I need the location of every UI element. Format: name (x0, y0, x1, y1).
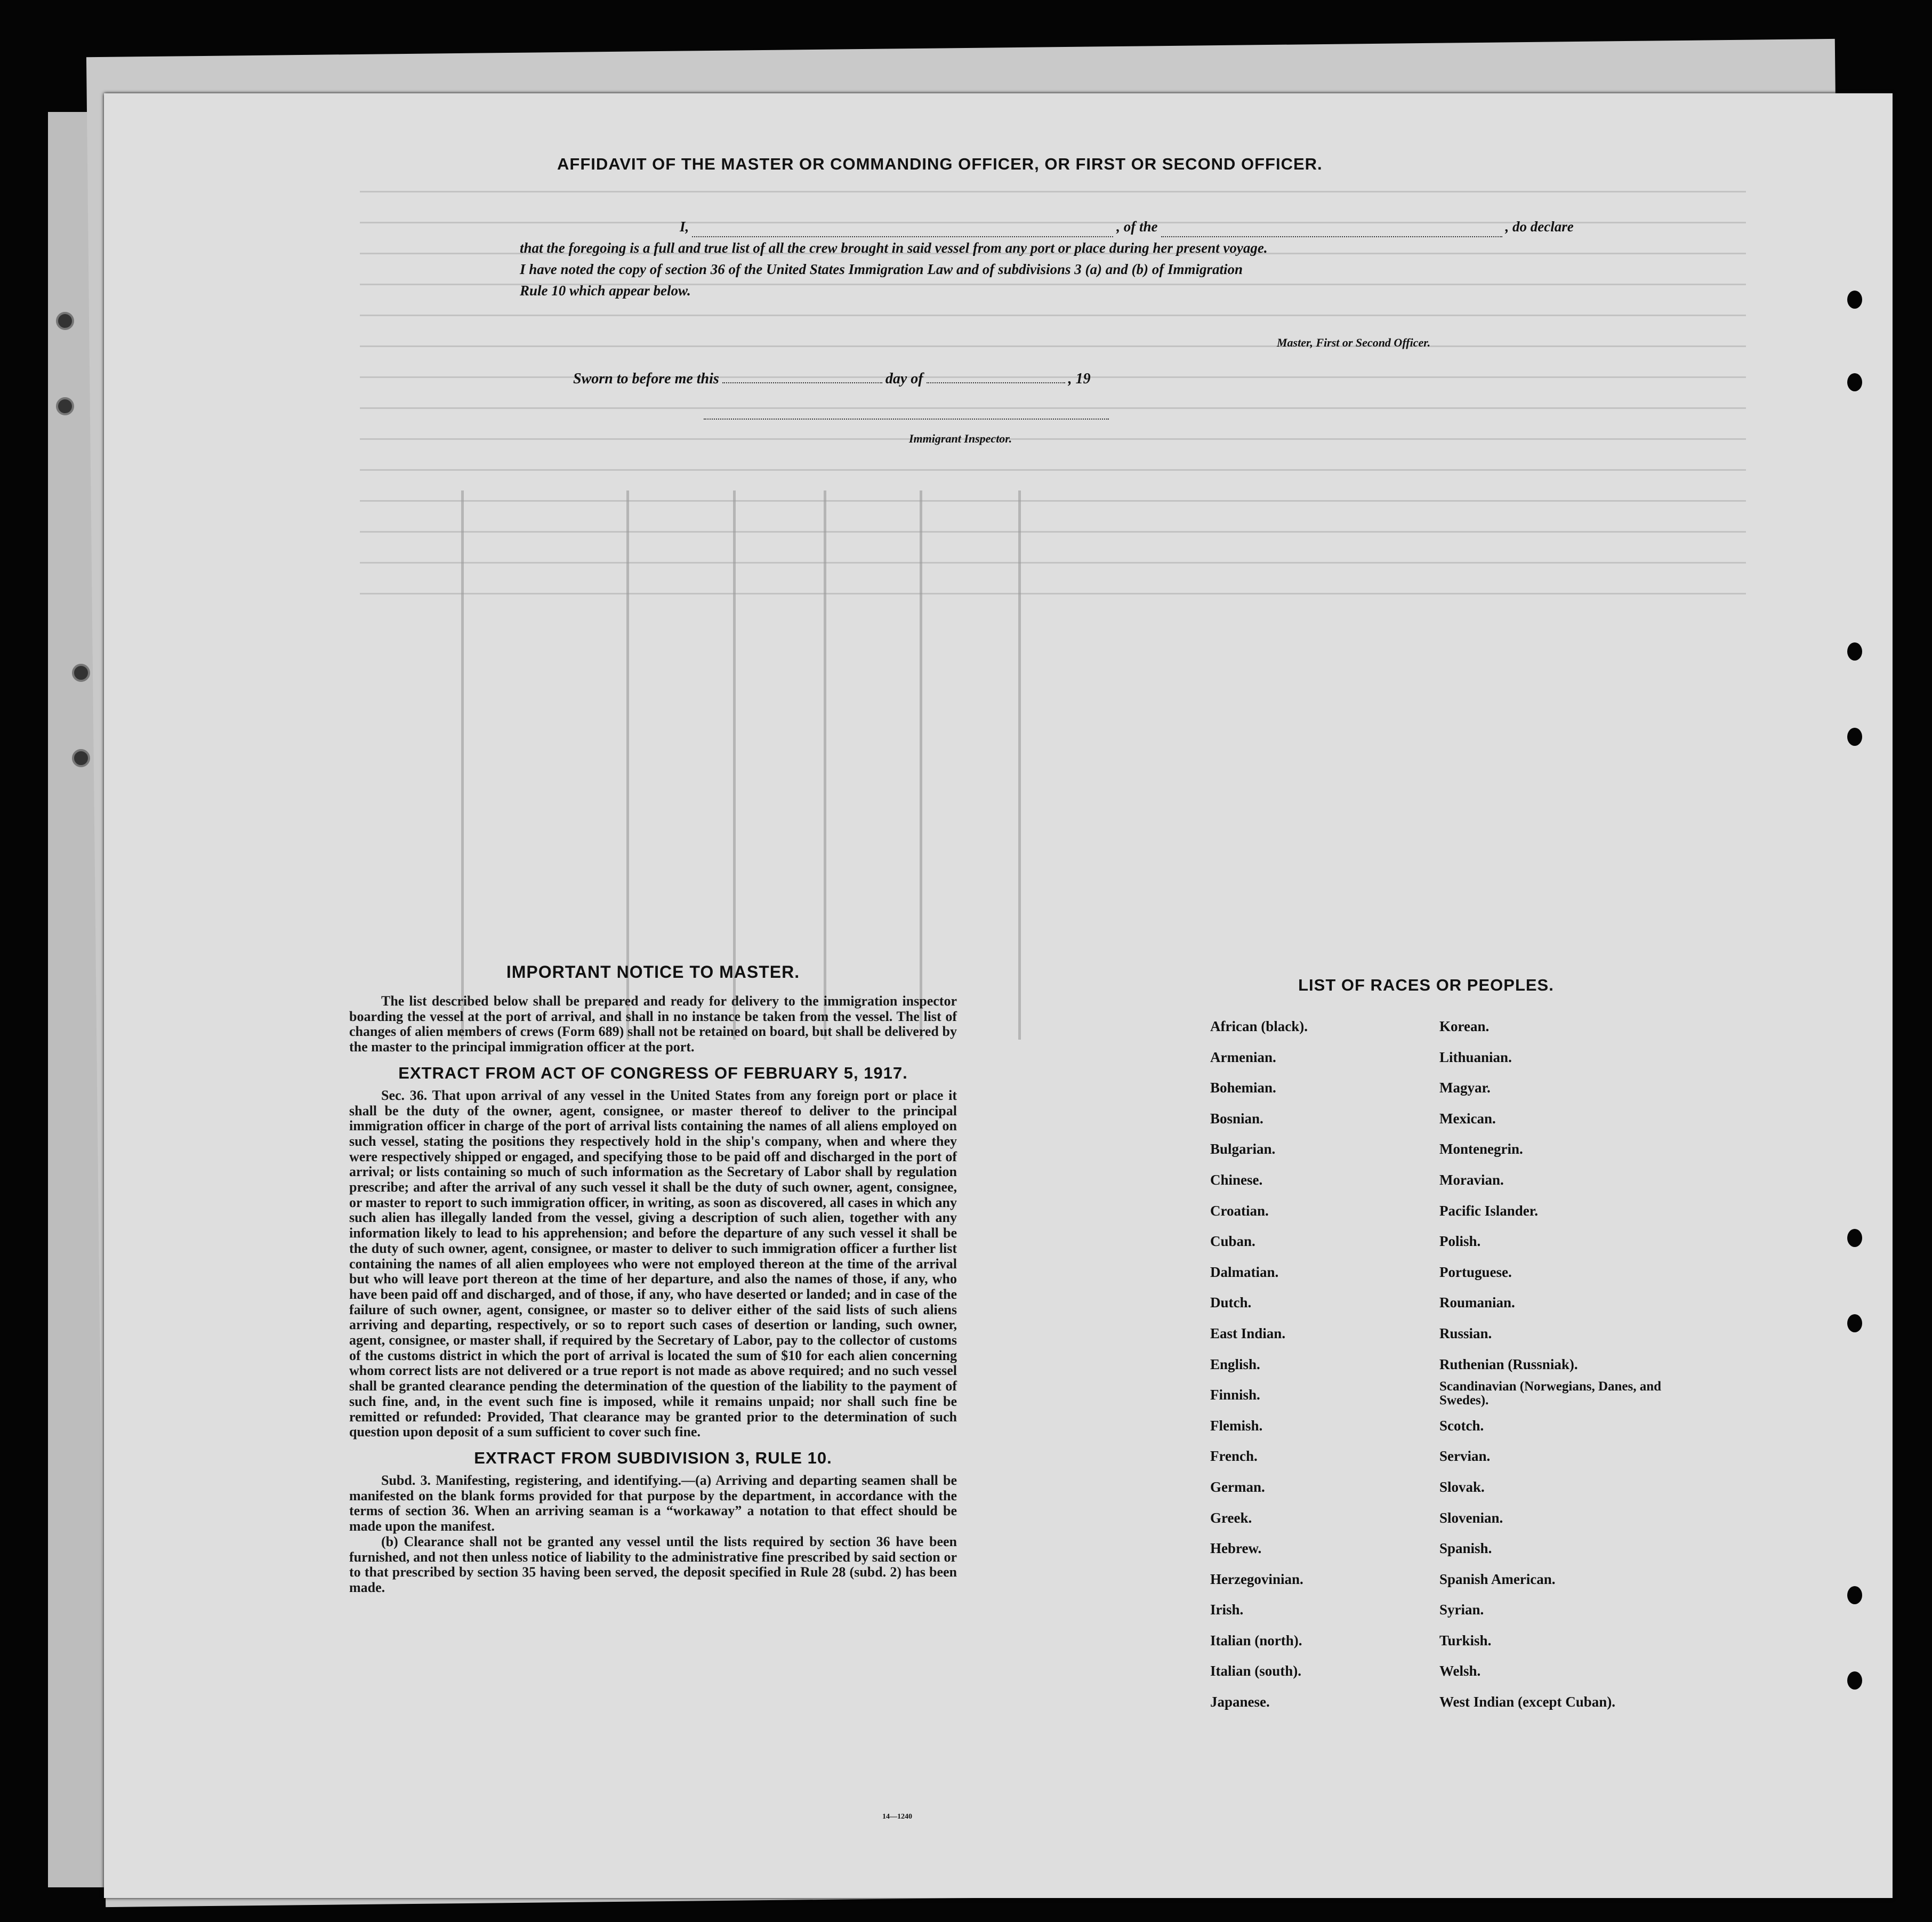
race-item: Dutch. (1210, 1294, 1252, 1311)
race-item: Montenegrin. (1439, 1141, 1523, 1157)
affidavit-line-3: I have noted the copy of section 36 of the United States Immigration Law and of subdivisions 3 (a) and (b) of Immigration (520, 261, 1243, 277)
ghost-column-line (1018, 490, 1021, 1040)
extract-rule-text-b: (b) Clearance shall not be granted any vessel until the lists required by section 36 have been furnished, and not then unless notice of liability to the administrative fine prescribed by said section or to that prescribed by section 35 having been served, the deposit specified in Rule 28 (subd. 2) has been made. (349, 1533, 957, 1595)
race-item: Armenian. (1210, 1049, 1276, 1065)
extract-rule-text-a: Subd. 3. Manifesting, registering, and identifying.—(a) Arriving and departing seamen shall be manifested on the blank forms provided for that purpose by the department, in accordance with the terms of section 36. When an arriving seaman is a “workaway” a notation to that effect should be made upon the manifest. (349, 1472, 957, 1534)
race-item: Korean. (1439, 1018, 1490, 1034)
race-item: Welsh. (1439, 1663, 1481, 1679)
ghost-column-line (733, 490, 736, 1040)
punch-hole (1847, 1586, 1862, 1604)
binder-ring (56, 397, 74, 415)
affidavit-line-2: that the foregoing is a full and true list of all the crew brought in said vessel from any port or place during her present voyage. (520, 240, 1268, 256)
race-item: Slovak. (1439, 1478, 1485, 1495)
race-item: Portuguese. (1439, 1264, 1512, 1280)
signature-label: Master, First or Second Officer. (1277, 336, 1431, 349)
race-item: African (black). (1210, 1018, 1308, 1034)
race-item: Bosnian. (1210, 1110, 1263, 1127)
race-item: Bulgarian. (1210, 1141, 1276, 1157)
punch-hole (1847, 642, 1862, 661)
race-item: Herzegovinian. (1210, 1571, 1303, 1587)
race-item: Scotch. (1439, 1417, 1484, 1434)
race-item: Spanish. (1439, 1540, 1492, 1557)
notice-column (349, 962, 957, 1596)
race-item: Bohemian. (1210, 1080, 1276, 1096)
inspector-label: Immigrant Inspector. (909, 432, 1012, 445)
race-item: Roumanian. (1439, 1294, 1515, 1311)
race-item: Italian (south). (1210, 1663, 1302, 1679)
affidavit-intro-i: I, (680, 219, 689, 235)
affidavit-body (520, 216, 1618, 301)
affidavit-line-4: Rule 10 which appear below. (520, 283, 691, 299)
day-of-text: day of (885, 371, 923, 387)
extract-act-title: EXTRACT FROM ACT OF CONGRESS OF FEBRUARY 5, 1917. (398, 1063, 908, 1082)
punch-hole (1847, 373, 1862, 391)
race-item: Turkish. (1439, 1632, 1492, 1648)
affidavit-line-1 (520, 216, 1618, 237)
ghost-column-line (824, 490, 826, 1040)
affidavit-title: AFFIDAVIT OF THE MASTER OR COMMANDING OFFICER, OR FIRST OR SECOND OFFICER. (557, 155, 1323, 173)
ghost-column-line (626, 490, 629, 1040)
race-item: Chinese. (1210, 1171, 1263, 1188)
extract-rule-title: EXTRACT FROM SUBDIVISION 3, RULE 10. (474, 1448, 832, 1467)
race-item: Ruthenian (Russniak). (1439, 1356, 1578, 1372)
race-item: Croatian. (1210, 1202, 1269, 1219)
race-item: Cuban. (1210, 1233, 1255, 1250)
sworn-text: Sworn to before me this (573, 371, 719, 387)
race-item: Slovenian. (1439, 1509, 1503, 1526)
race-item: French. (1210, 1448, 1258, 1465)
binder-ring (72, 664, 90, 682)
extract-act-text: Sec. 36. That upon arrival of any vessel in the United States from any foreign port or place it shall be the duty of the owner, agent, consignee, or master thereof to deliver to the principal immigration officer in charge of the port of arrival lists containing the names of all aliens employed on such vessel, stating the positions they respectively hold in the ship's company, when and where they were respectively shipped or engaged, and specifying those to be paid off and discharged in the port of arrival; or lists containing so much of such information as the Secretary of Labor shall by regulation prescribe; and after the arrival of any such vessel it shall be the duty of such owner, agent, consignee, or master to report to such immigration officer, in writing, as soon as discovered, all cases in which any such alien has illegally landed from the vessel, giving a description of such alien, together with any information likely to lead to his apprehension; and before the departure of any such vessel it shall be the duty of such owner, agent, consignee, or master to deliver to such immigration officer a further list containing the names of all alien employees who were not employed thereon at the time of the arrival but who will leave port thereon at the time of her departure, and also the names of those, if any, who have been paid off and discharged, and of those, if any, who have deserted or landed; and in case of the failure of such owner, agent, consignee, or master so to deliver either of the said lists of such aliens arriving and departing, respectively, or so to report such cases of desertion or landing, such owner, agent, consignee, or master shall, if required by the Secretary of Labor, pay to the collector of customs of the customs district in which the port of arrival is located the sum of $10 for each alien concerning whom correct lists are not delivered or a true report is not made as above required; and no such vessel shall be granted clearance pending the determination of the question of the liability to the payment of such fine, and, in the event such fine is imposed, while it remains unpaid; nor shall such fine be remitted or refunded: Provided, That clearance may be granted prior to the determination of such question upon deposit of a sum sufficient to cover such fine. (349, 1087, 957, 1440)
race-item: Flemish. (1210, 1417, 1263, 1434)
race-item: Finnish. (1210, 1387, 1260, 1403)
race-item: Greek. (1210, 1509, 1252, 1526)
punch-hole (1847, 1229, 1862, 1247)
notice-title: IMPORTANT NOTICE TO MASTER. (506, 962, 800, 982)
ghost-column-line (461, 490, 464, 1040)
punch-hole (1847, 1314, 1862, 1332)
master-name-field[interactable] (692, 216, 1113, 237)
affidavit-of-the: , of the (1116, 219, 1158, 235)
binder-ring (56, 312, 74, 330)
race-item: Irish. (1210, 1602, 1244, 1618)
race-item: Moravian. (1439, 1171, 1504, 1188)
race-item: Russian. (1439, 1325, 1492, 1341)
race-item: East Indian. (1210, 1325, 1286, 1341)
race-item: Syrian. (1439, 1602, 1484, 1618)
notice-text: The list described below shall be prepared and ready for delivery to the immigration inspector boarding the vessel at the port of arrival, and shall in no instance be taken from the vessel. The list of changes of alien members of crews (Form 689) shall not be retained on board, but shall be delivered by the master to the principal immigration officer at the port. (349, 993, 957, 1055)
race-item: Dalmatian. (1210, 1264, 1279, 1280)
races-title: LIST OF RACES OR PEOPLES. (1298, 976, 1554, 994)
sworn-day-field[interactable] (722, 382, 882, 383)
punch-hole (1847, 291, 1862, 309)
race-item: English. (1210, 1356, 1260, 1372)
ghost-column-line (920, 490, 922, 1040)
race-item: Mexican. (1439, 1110, 1496, 1127)
race-item: Polish. (1439, 1233, 1481, 1250)
form-number: 14—1240 (882, 1813, 912, 1821)
race-item: Servian. (1439, 1448, 1491, 1465)
race-item: Hebrew. (1210, 1540, 1262, 1557)
inspector-signature-line[interactable] (704, 419, 1109, 420)
races-list (1186, 1019, 1666, 1725)
race-item: West Indian (except Cuban). (1439, 1694, 1616, 1710)
race-item: German. (1210, 1478, 1265, 1495)
sworn-line (573, 371, 1091, 388)
race-item: Pacific Islander. (1439, 1202, 1538, 1219)
race-item: Magyar. (1439, 1080, 1491, 1096)
year-text: , 19 (1068, 371, 1091, 387)
punch-hole (1847, 728, 1862, 746)
race-item: Spanish American. (1439, 1571, 1556, 1587)
binder-ring (72, 749, 90, 767)
race-item: Italian (north). (1210, 1632, 1302, 1648)
race-item: Japanese. (1210, 1694, 1270, 1710)
races-column (1186, 976, 1666, 1725)
vessel-name-field[interactable] (1161, 216, 1502, 237)
document-page (104, 93, 1893, 1898)
race-item: Lithuanian. (1439, 1049, 1512, 1065)
sworn-month-field[interactable] (927, 382, 1065, 383)
affidavit-declare: , do declare (1505, 219, 1574, 235)
race-item: Scandinavian (Norwegians, Danes, and Swedes). (1439, 1379, 1662, 1408)
punch-hole (1847, 1671, 1862, 1690)
